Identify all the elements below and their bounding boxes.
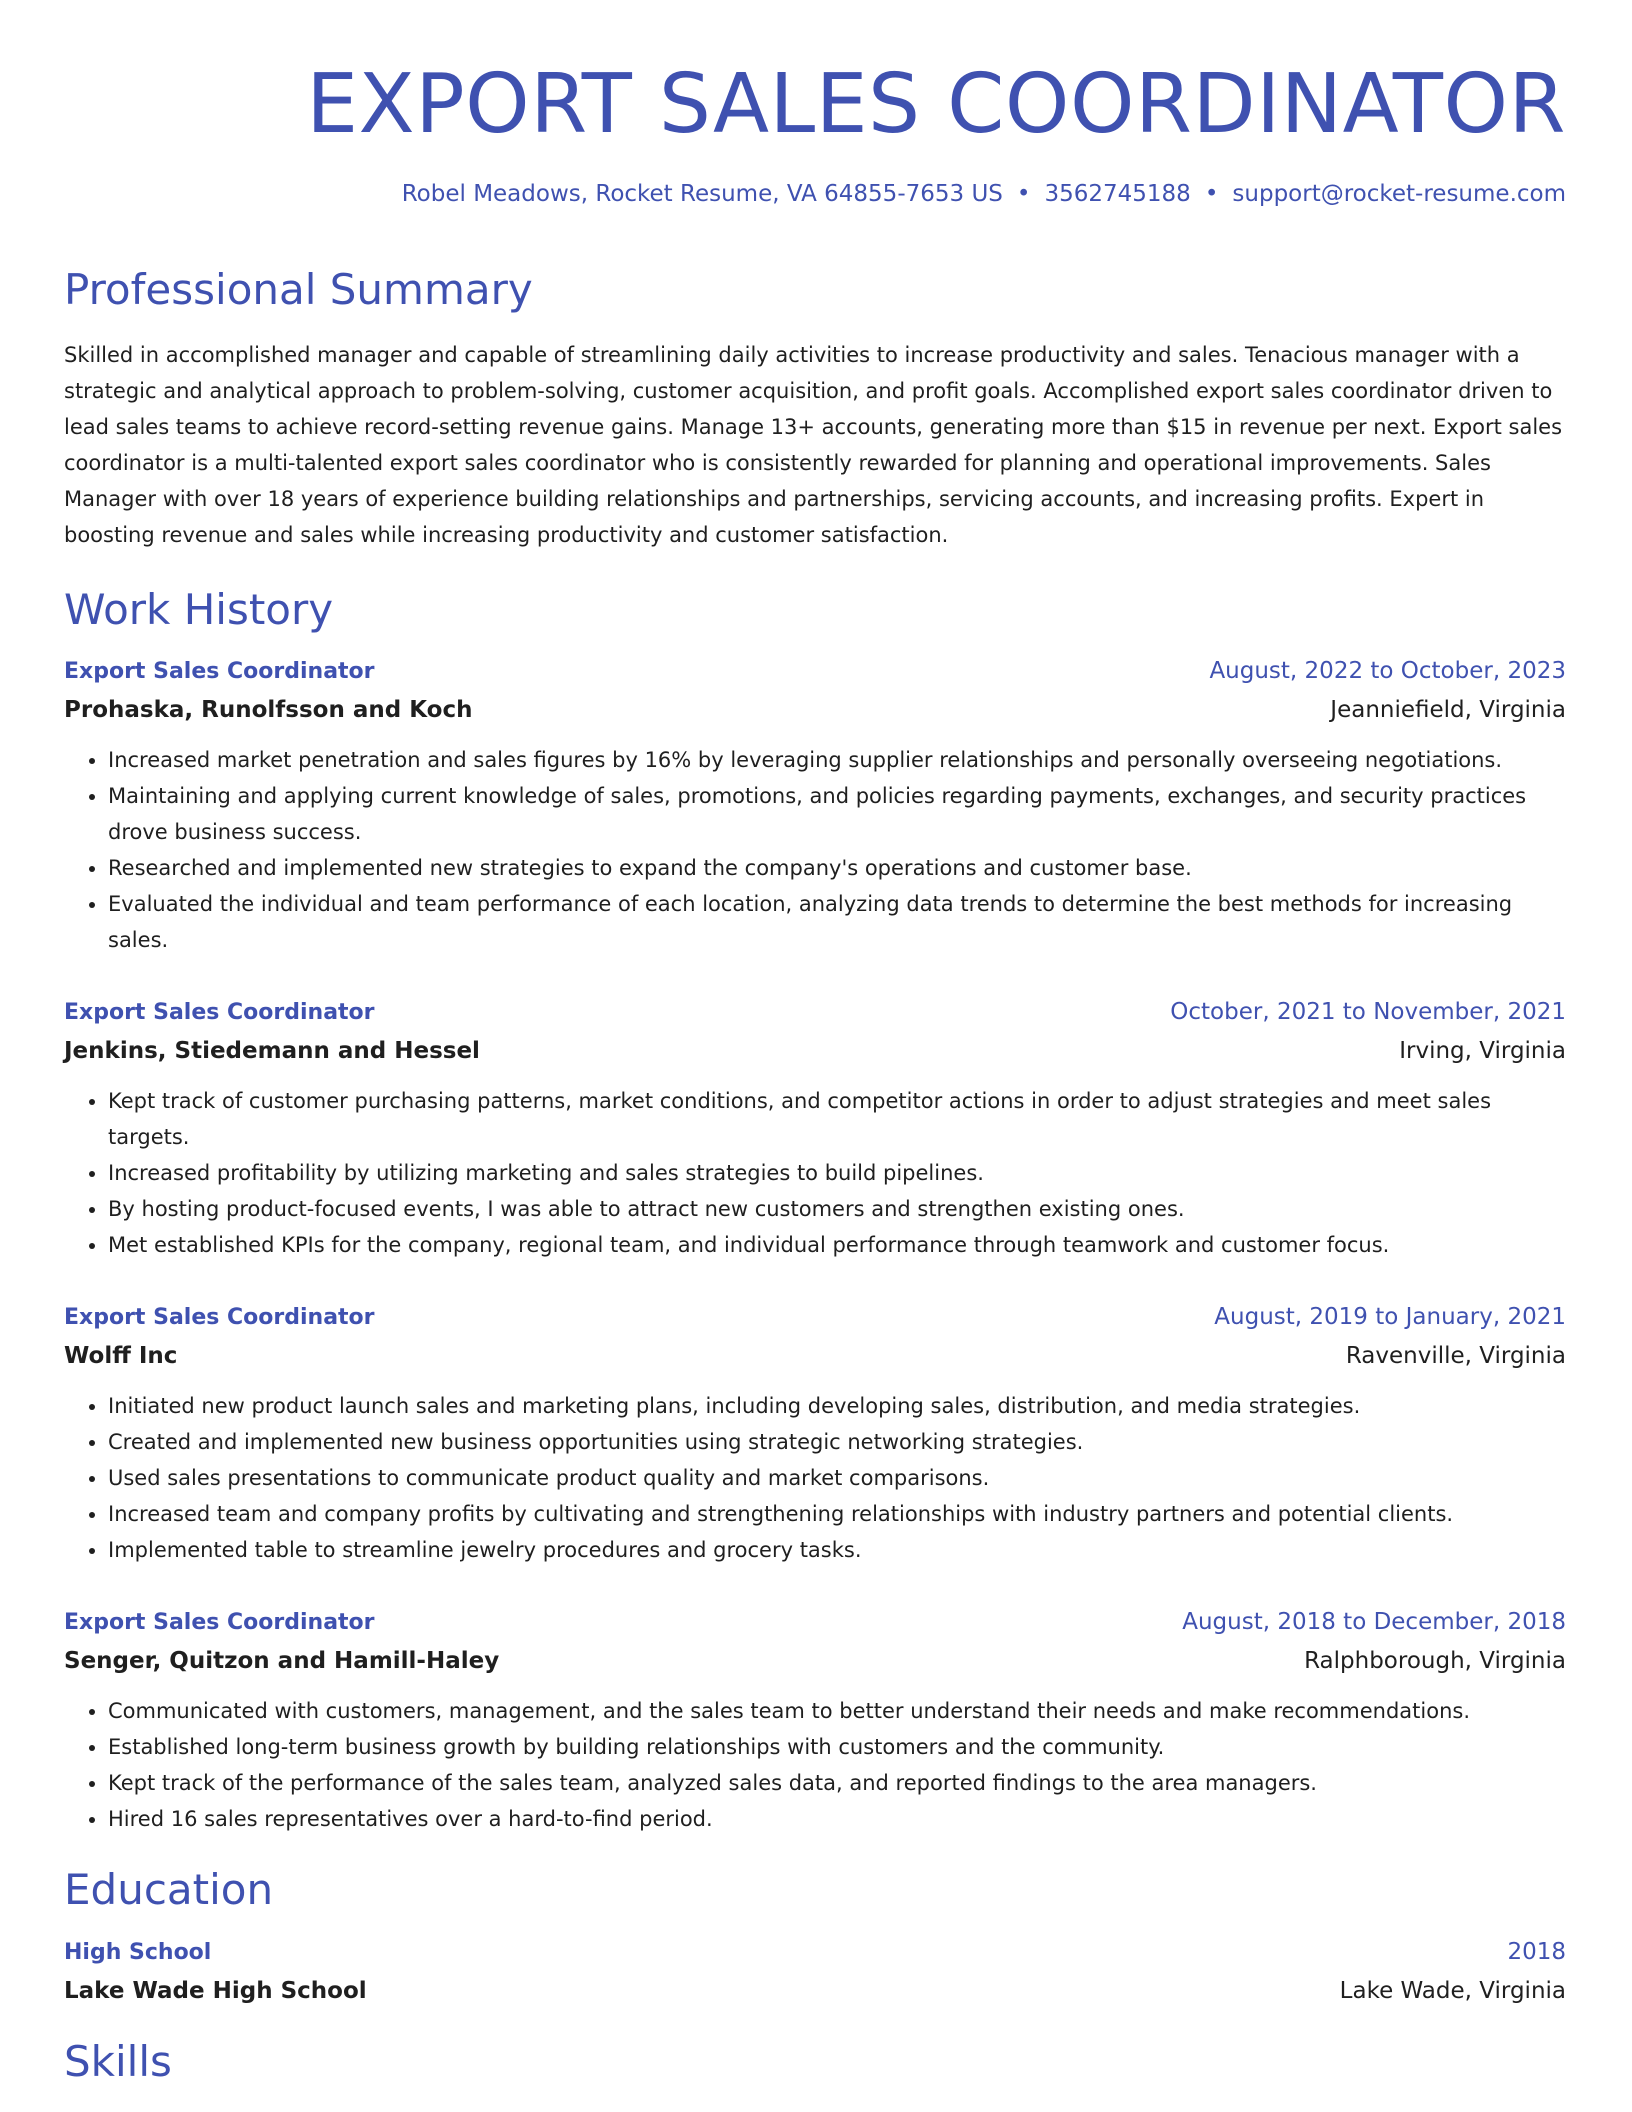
summary-heading: Professional Summary <box>64 264 533 314</box>
job-bullet: • Initiated new product launch sales and marketing plans, including developing sales, distribution, and media strategies. <box>108 1388 1566 1424</box>
job-role: Export Sales Coordinator <box>64 659 375 685</box>
job-bullet: • Met established KPIs for the company, regional team, and individual performance through teamwork and customer focus. <box>108 1227 1566 1263</box>
contact-phone: 3562745188 <box>1044 180 1191 207</box>
job-bullet: • Communicated with customers, management, and the sales team to better understand their needs and make recommendations. <box>108 1693 1566 1729</box>
job-location: Ravenville, Virginia <box>1345 1343 1566 1370</box>
job-bullets <box>64 1388 1566 1568</box>
education-school: Lake Wade High School <box>64 1977 367 2004</box>
job-bullet: • Created and implemented new business opportunities using strategic networking strategies. <box>108 1424 1566 1460</box>
job-dates: August, 2022 to October, 2023 <box>1209 658 1566 685</box>
education-location: Lake Wade, Virginia <box>1339 1977 1566 2004</box>
job-bullet: • Increased profitability by utilizing marketing and sales strategies to build pipelines. <box>108 1155 1566 1191</box>
job-role: Export Sales Coordinator <box>64 1610 375 1636</box>
job-entry <box>64 1604 1566 1837</box>
job-company: Wolff Inc <box>64 1343 178 1370</box>
contact-separator: • <box>1204 180 1219 207</box>
job-bullet: • Evaluated the individual and team performance of each location, analyzing data trends to determine the best methods for increasing sales. <box>108 886 1566 958</box>
job-bullet: • Increased market penetration and sales figures by 16% by leveraging supplier relationships and personally overseeing negotiations. <box>108 742 1566 778</box>
summary-text: Skilled in accomplished manager and capable of streamlining daily activities to increase productivity and sales. Tenacious manager with a strategic and analytical approach to problem-solving, customer acquisition, and profit goals. Accomplished export sales coordinator driven to lead sales teams to achieve record-setting revenue gains. Manage 13+ accounts, generating more than $15 in revenue per next. Export sales coordinator is a multi-talented export sales coordinator who is consistently rewarded for planning and operational improvements. Sales Manager with over 18 years of experience building relationships and partnerships, servicing accounts, and increasing profits. Expert in boosting revenue and sales while increasing productivity and customer satisfaction. <box>64 342 1563 547</box>
job-entry <box>64 653 1566 958</box>
skills-heading: Skills <box>64 2036 172 2086</box>
job-bullet: • Used sales presentations to communicate product quality and market comparisons. <box>108 1460 1566 1496</box>
job-bullet: • Kept track of the performance of the sales team, analyzed sales data, and reported findings to the area managers. <box>108 1765 1566 1801</box>
work-history-heading: Work History <box>64 584 334 634</box>
job-company: Prohaska, Runolfsson and Koch <box>64 697 473 724</box>
job-dates: October, 2021 to November, 2021 <box>1170 999 1566 1026</box>
education-entry <box>64 1934 1566 2011</box>
education-degree: High School <box>64 1939 212 1965</box>
job-location: Ralphborough, Virginia <box>1304 1648 1566 1675</box>
job-role: Export Sales Coordinator <box>64 1000 375 1026</box>
education-heading: Education <box>64 1865 274 1915</box>
contact-line <box>64 181 1566 207</box>
job-bullet: • Maintaining and applying current knowledge of sales, promotions, and policies regarding payments, exchanges, and security practices drove business success. <box>108 778 1566 850</box>
job-dates: August, 2019 to January, 2021 <box>1214 1304 1566 1331</box>
job-bullet: • Increased team and company profits by cultivating and strengthening relationships with industry partners and potential clients. <box>108 1496 1566 1532</box>
job-bullet: • Kept track of customer purchasing patterns, market conditions, and competitor actions in order to adjust strategies and meet sales targets. <box>108 1083 1566 1155</box>
resume-title: EXPORT SALES COORDINATOR <box>306 57 1566 152</box>
job-bullets <box>64 1083 1566 1263</box>
job-entry <box>64 1299 1566 1568</box>
job-bullet: • Researched and implemented new strategies to expand the company's operations and customer base. <box>108 850 1566 886</box>
job-entry <box>64 994 1566 1263</box>
job-location: Irving, Virginia <box>1399 1038 1566 1065</box>
job-dates: August, 2018 to December, 2018 <box>1182 1609 1566 1636</box>
contact-email: support@rocket-resume.com <box>1232 180 1566 207</box>
job-company: Senger, Quitzon and Hamill-Haley <box>64 1648 500 1675</box>
job-company: Jenkins, Stiedemann and Hessel <box>64 1038 480 1065</box>
job-bullet: • Established long-term business growth by building relationships with customers and the community. <box>108 1729 1566 1765</box>
education-year: 2018 <box>1507 1938 1566 1965</box>
job-bullets <box>64 1693 1566 1837</box>
job-bullet: • Implemented table to streamline jewelry procedures and grocery tasks. <box>108 1532 1566 1568</box>
job-location: Jeanniefield, Virginia <box>1330 697 1566 724</box>
contact-separator: • <box>1016 180 1031 207</box>
job-role: Export Sales Coordinator <box>64 1305 375 1331</box>
contact-address: Robel Meadows, Rocket Resume, VA 64855-7653 US <box>401 180 1003 207</box>
job-bullets <box>64 742 1566 958</box>
job-bullet: • Hired 16 sales representatives over a hard-to-find period. <box>108 1801 1566 1837</box>
resume-page <box>64 40 1566 2087</box>
job-bullet: • By hosting product-focused events, I was able to attract new customers and strengthen existing ones. <box>108 1191 1566 1227</box>
